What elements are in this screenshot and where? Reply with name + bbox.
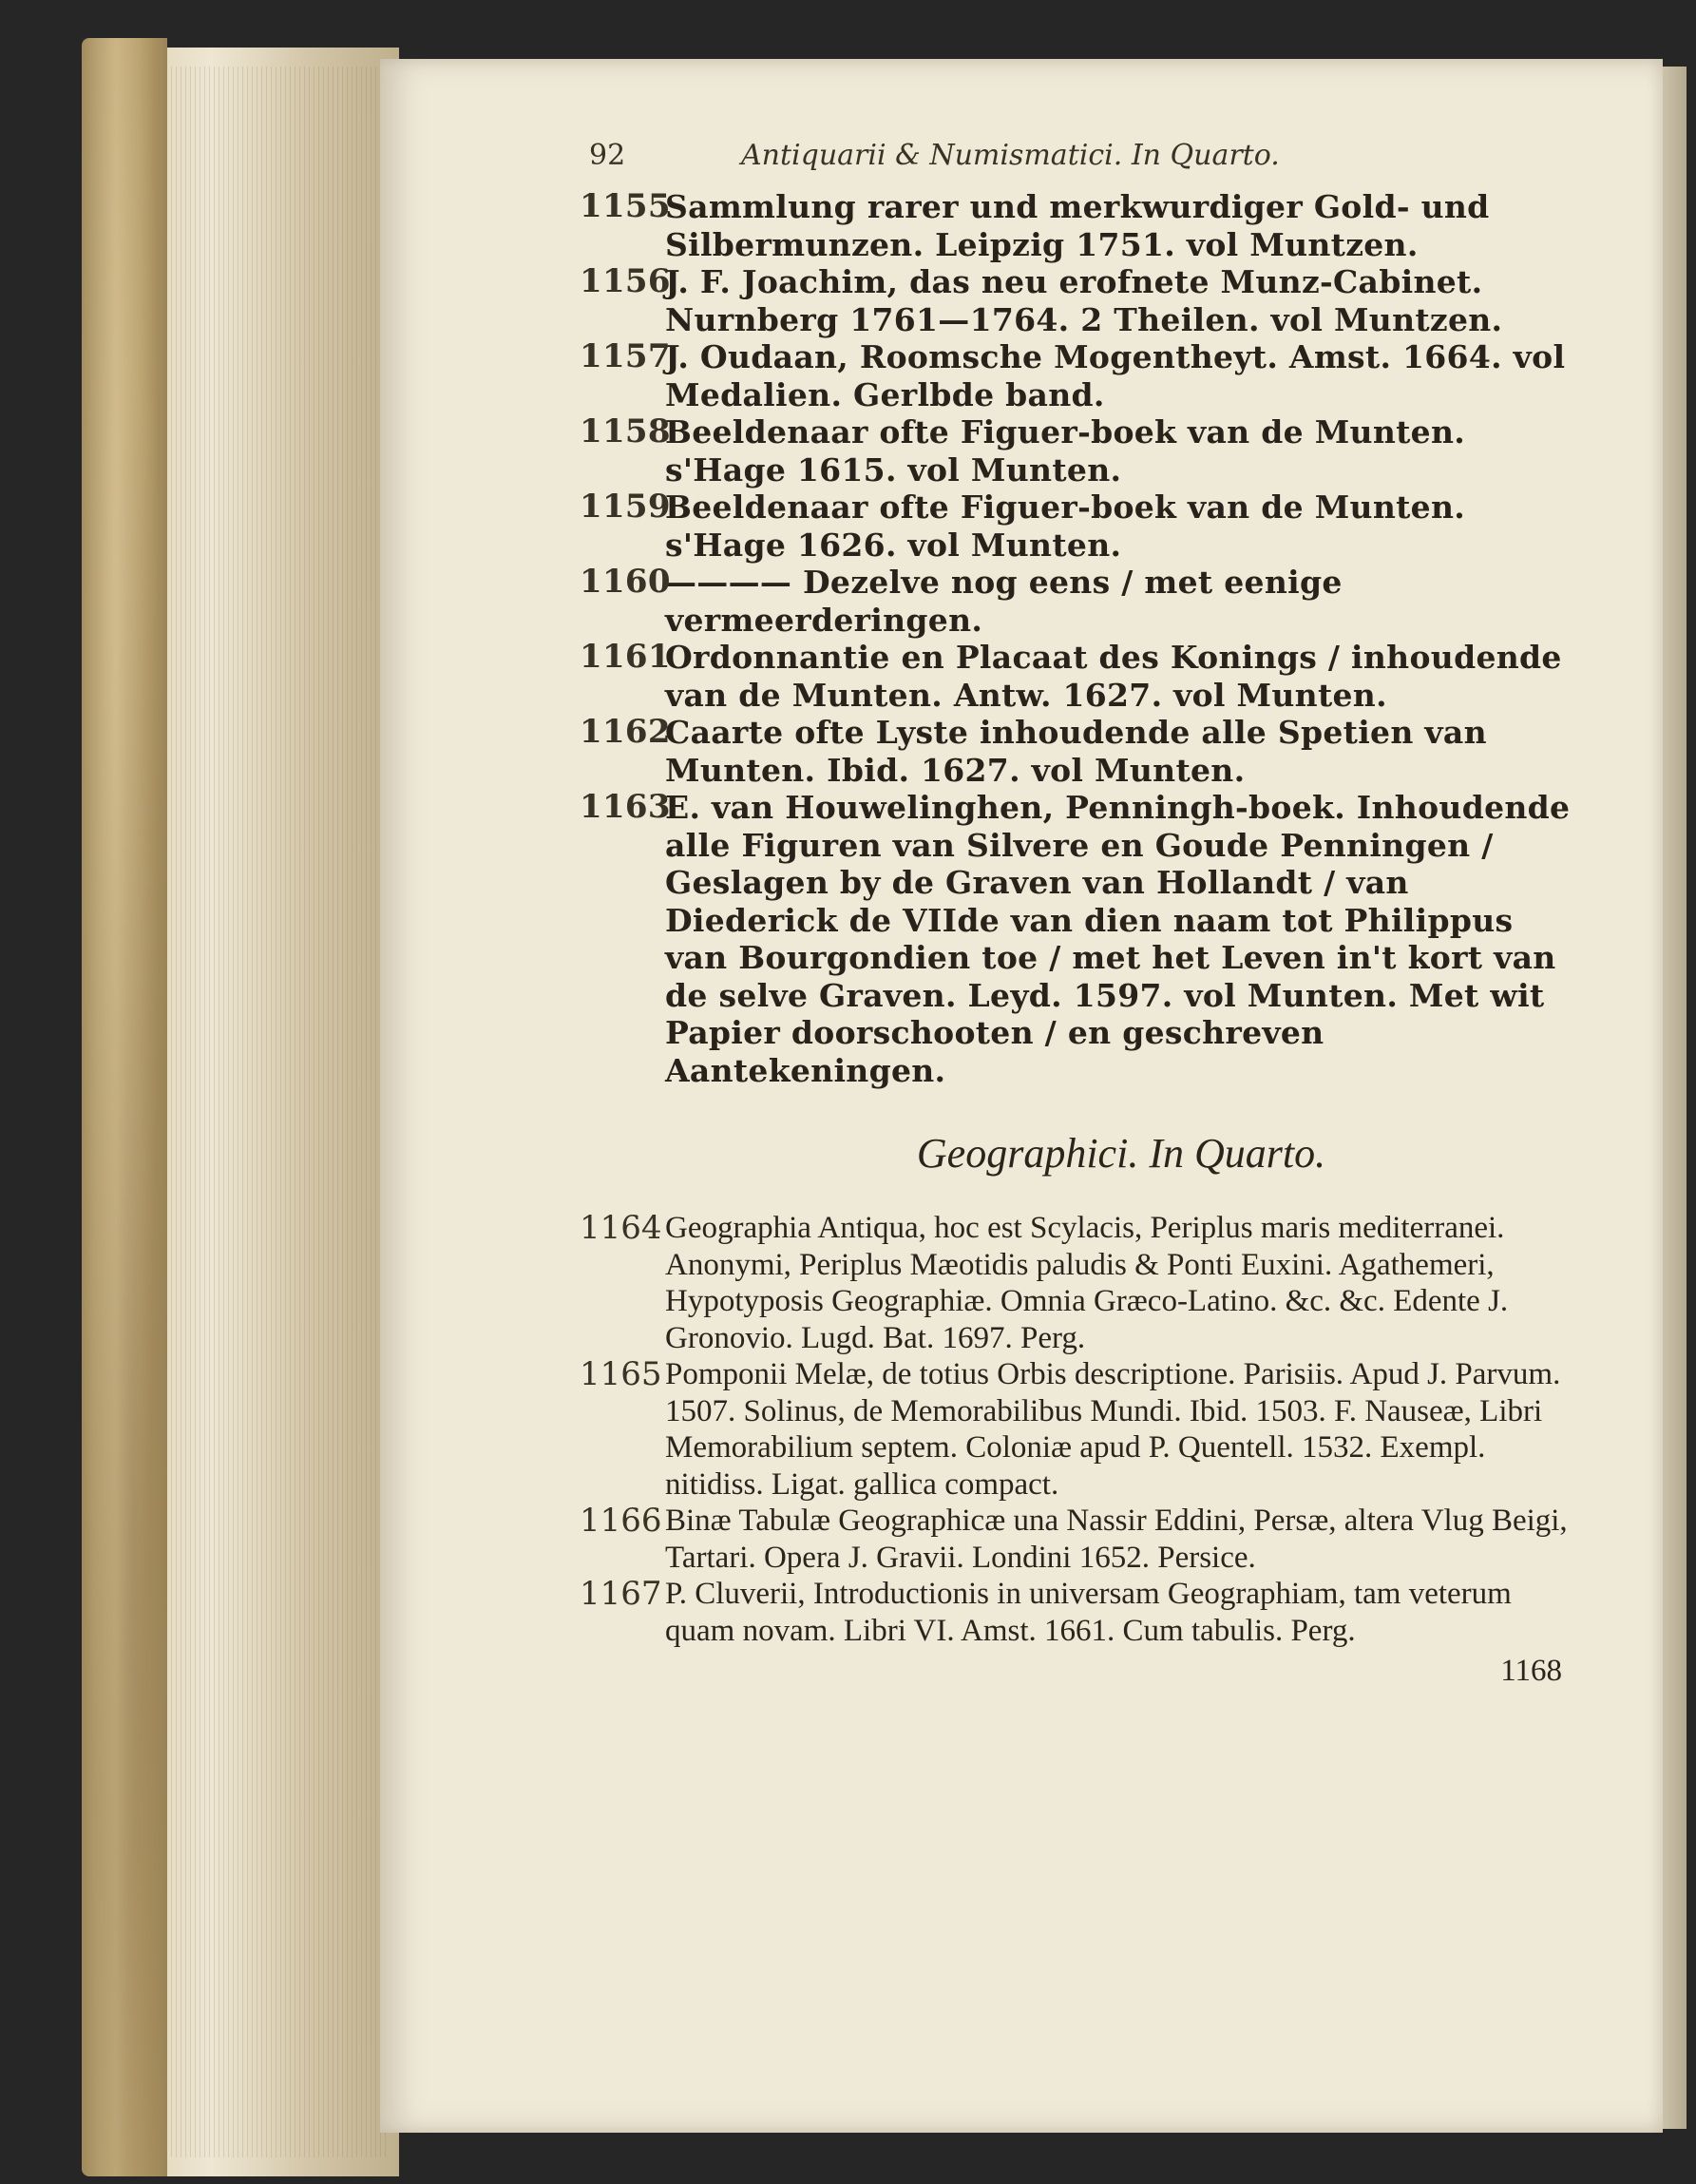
entry-text: E. van Houwelinghen, Penningh-boek. Inhoudende alle Figuren van Silvere en Goude Penningen / Geslagen by de Graven van Hollandt / van Diederick de VIIde van dien naam tot Philippus van Bourgondien toe / met het Leven in't kort van de selve Graven. Leyd. 1597. vol Munten. Met wit Papier doorschooten / en geschreven Aantekeningen. — [665, 789, 1571, 1089]
entry-text: Beeldenaar ofte Figuer-boek van de Munten. s'Hage 1626. vol Munten. — [665, 489, 1466, 564]
entry-text: Geographia Antiqua, hoc est Scylacis, Periplus maris mediterranei. Anonymi, Periplus Mæotidis paludis & Ponti Euxini. Agathemeri, Hypotyposis Geographiæ. Omnia Græco-Latino. &c. &c. Edente J. Gronovio. Lugd. Bat. 1697. Perg. — [665, 1211, 1509, 1355]
entry-number: 1166 — [580, 1502, 662, 1540]
page-content — [580, 131, 1577, 1688]
catalog-entry — [580, 488, 1577, 564]
entry-list-numismatic — [580, 187, 1577, 1089]
catalog-entry — [580, 412, 1577, 489]
catalog-entry — [580, 563, 1577, 639]
entry-number: 1156 — [580, 262, 671, 300]
entry-text: Caarte ofte Lyste inhoudende alle Spetien van Munten. Ibid. 1627. vol Munten. — [665, 714, 1487, 789]
catchword-row — [665, 1649, 1577, 1687]
entry-number: 1165 — [580, 1355, 662, 1393]
entry-list-geographic — [580, 1209, 1577, 1649]
entry-number: 1164 — [580, 1209, 662, 1247]
catalog-entry — [580, 337, 1577, 413]
catalog-entry — [580, 713, 1577, 789]
entry-number: 1162 — [580, 713, 671, 751]
entry-number: 1160 — [580, 563, 671, 601]
entry-number: 1163 — [580, 788, 671, 826]
entry-number: 1159 — [580, 488, 671, 526]
entry-number: 1155 — [580, 187, 671, 225]
entry-text: P. Cluverii, Introductionis in universam Geographiam, tam veterum quam novam. Libri VI. Amst. 1661. Cum tabulis. Perg. — [665, 1577, 1512, 1648]
catchword: 1168 — [1500, 1654, 1562, 1688]
entry-text: ———— Dezelve nog eens / met eenige vermeerderingen. — [665, 564, 1343, 639]
entry-text: Pomponii Melæ, de totius Orbis descriptione. Parisiis. Apud J. Parvum. 1507. Solinus, de Memorabilibus Mundi. Ibid. 1503. F. Nauseæ, Libri Memorabilium septem. Coloniæ apud P. Quentell. 1532. Exempl. nitidiss. Ligat. gallica compact. — [665, 1357, 1561, 1502]
entry-text: J. Oudaan, Roomsche Mogentheyt. Amst. 1664. vol Medalien. Gerlbde band. — [665, 338, 1566, 413]
catalog-entry — [580, 1355, 1577, 1503]
catalog-entry — [580, 638, 1577, 714]
book-cover — [82, 38, 167, 2176]
section-heading: Geographici. In Quarto. — [916, 1130, 1326, 1177]
running-title: Antiquarii & Numismatici. In Quarto. — [741, 139, 1280, 172]
page-number: 92 — [589, 139, 626, 172]
entry-text: Sammlung rarer und merkwurdiger Gold- und Silbermunzen. Leipzig 1751. vol Muntzen. — [665, 188, 1490, 263]
entry-number: 1161 — [580, 638, 671, 676]
catalog-entry — [580, 1209, 1577, 1356]
entry-text: Beeldenaar ofte Figuer-boek van de Munten. s'Hage 1615. vol Munten. — [665, 413, 1466, 489]
catalog-entry — [580, 788, 1577, 1089]
catalog-entry — [580, 1502, 1577, 1576]
entry-text: J. F. Joachim, das neu erofnete Munz-Cabinet. Nurnberg 1761—1764. 2 Theilen. vol Muntzen. — [665, 263, 1503, 338]
catalog-entry — [580, 262, 1577, 338]
entry-text: Ordonnantie en Placaat des Konings / inhoudende van de Munten. Antw. 1627. vol Munten. — [665, 639, 1562, 714]
entry-number: 1167 — [580, 1575, 662, 1613]
entry-text: Binæ Tabulæ Geographicæ una Nassir Eddini, Persæ, altera Vlug Beigi, Tartari. Opera J. Gravii. Londini 1652. Persice. — [665, 1504, 1568, 1575]
catalog-entry — [580, 1575, 1577, 1649]
entry-number: 1157 — [580, 337, 671, 375]
catalog-entry — [580, 187, 1577, 263]
entry-number: 1158 — [580, 412, 671, 450]
running-head — [589, 131, 1577, 188]
